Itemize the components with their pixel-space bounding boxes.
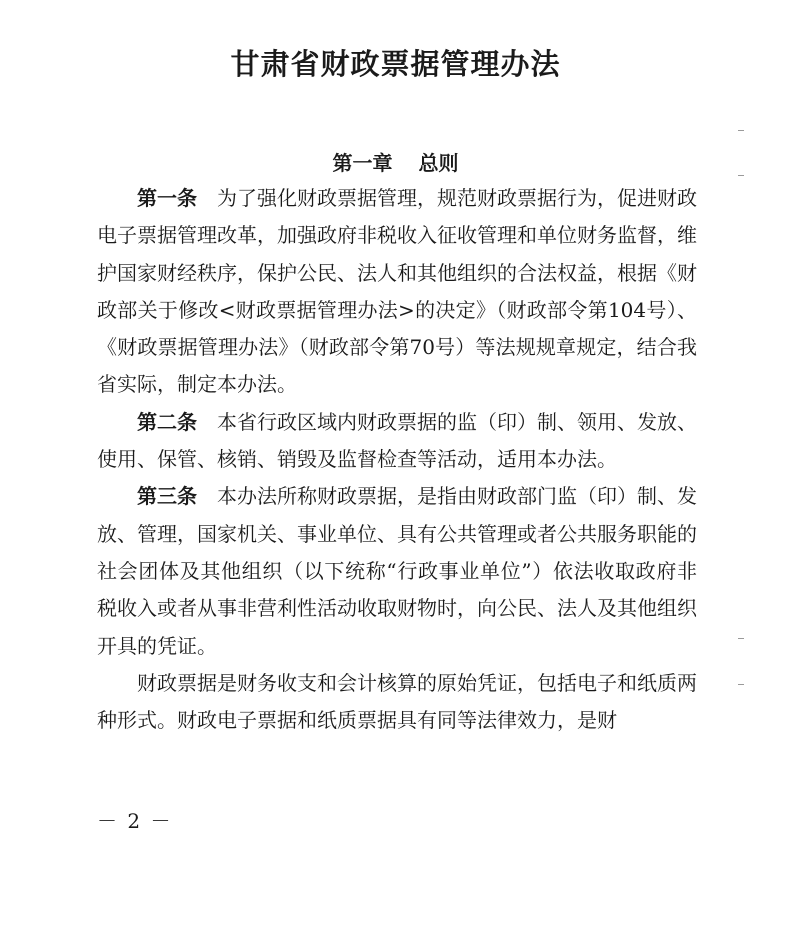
article-text: 本省行政区域内财政票据的监（印）制、领用、发放、使用、保管、核销、销毁及监督检查等活动，适用本办法。 bbox=[97, 409, 697, 472]
chapter-number: 第一章 bbox=[332, 151, 393, 175]
article-paragraph bbox=[97, 180, 697, 404]
article-label: 第二条 bbox=[137, 409, 197, 434]
margin-tick bbox=[738, 638, 744, 639]
article-paragraph bbox=[97, 478, 697, 664]
page-number: － 2 － bbox=[97, 809, 173, 833]
margin-tick bbox=[738, 684, 744, 685]
article-label: 第三条 bbox=[137, 484, 197, 509]
document-body bbox=[97, 180, 697, 739]
article-label: 第一条 bbox=[137, 186, 197, 210]
margin-tick bbox=[738, 175, 744, 176]
article-text: 为了强化财政票据管理，规范财政票据行为，促进财政电子票据管理改革，加强政府非税收入征收管理和单位财务监督，维护国家财经秩序，保护公民、法人和其他组织的合法权益，根据《财政部关于修改<财政票据管理办法>的决定》（财政部令第104号）、《财政票据管理办法》（财政部令第70号）等法规规章规定，结合我省实际，制定本办法。 bbox=[97, 186, 697, 397]
chapter-name: 总则 bbox=[418, 151, 459, 175]
margin-tick bbox=[738, 130, 744, 131]
document-title: 甘肃省财政票据管理办法 bbox=[230, 47, 561, 81]
chapter-heading bbox=[0, 147, 791, 176]
body-paragraph bbox=[97, 665, 697, 740]
paragraph-text: 财政票据是财务收支和会计核算的原始凭证，包括电子和纸质两种形式。财政电子票据和纸质票据具有同等法律效力，是财 bbox=[97, 670, 697, 733]
article-text: 本办法所称财政票据，是指由财政部门监（印）制、发放、管理，国家机关、事业单位、具有公共管理或者公共服务职能的社会团体及其他组织（以下统称“行政事业单位”）依法收取政府非税收入或者从事非营利性活动收取财物时，向公民、法人及其他组织开具的凭证。 bbox=[97, 484, 697, 658]
article-paragraph bbox=[97, 404, 697, 479]
